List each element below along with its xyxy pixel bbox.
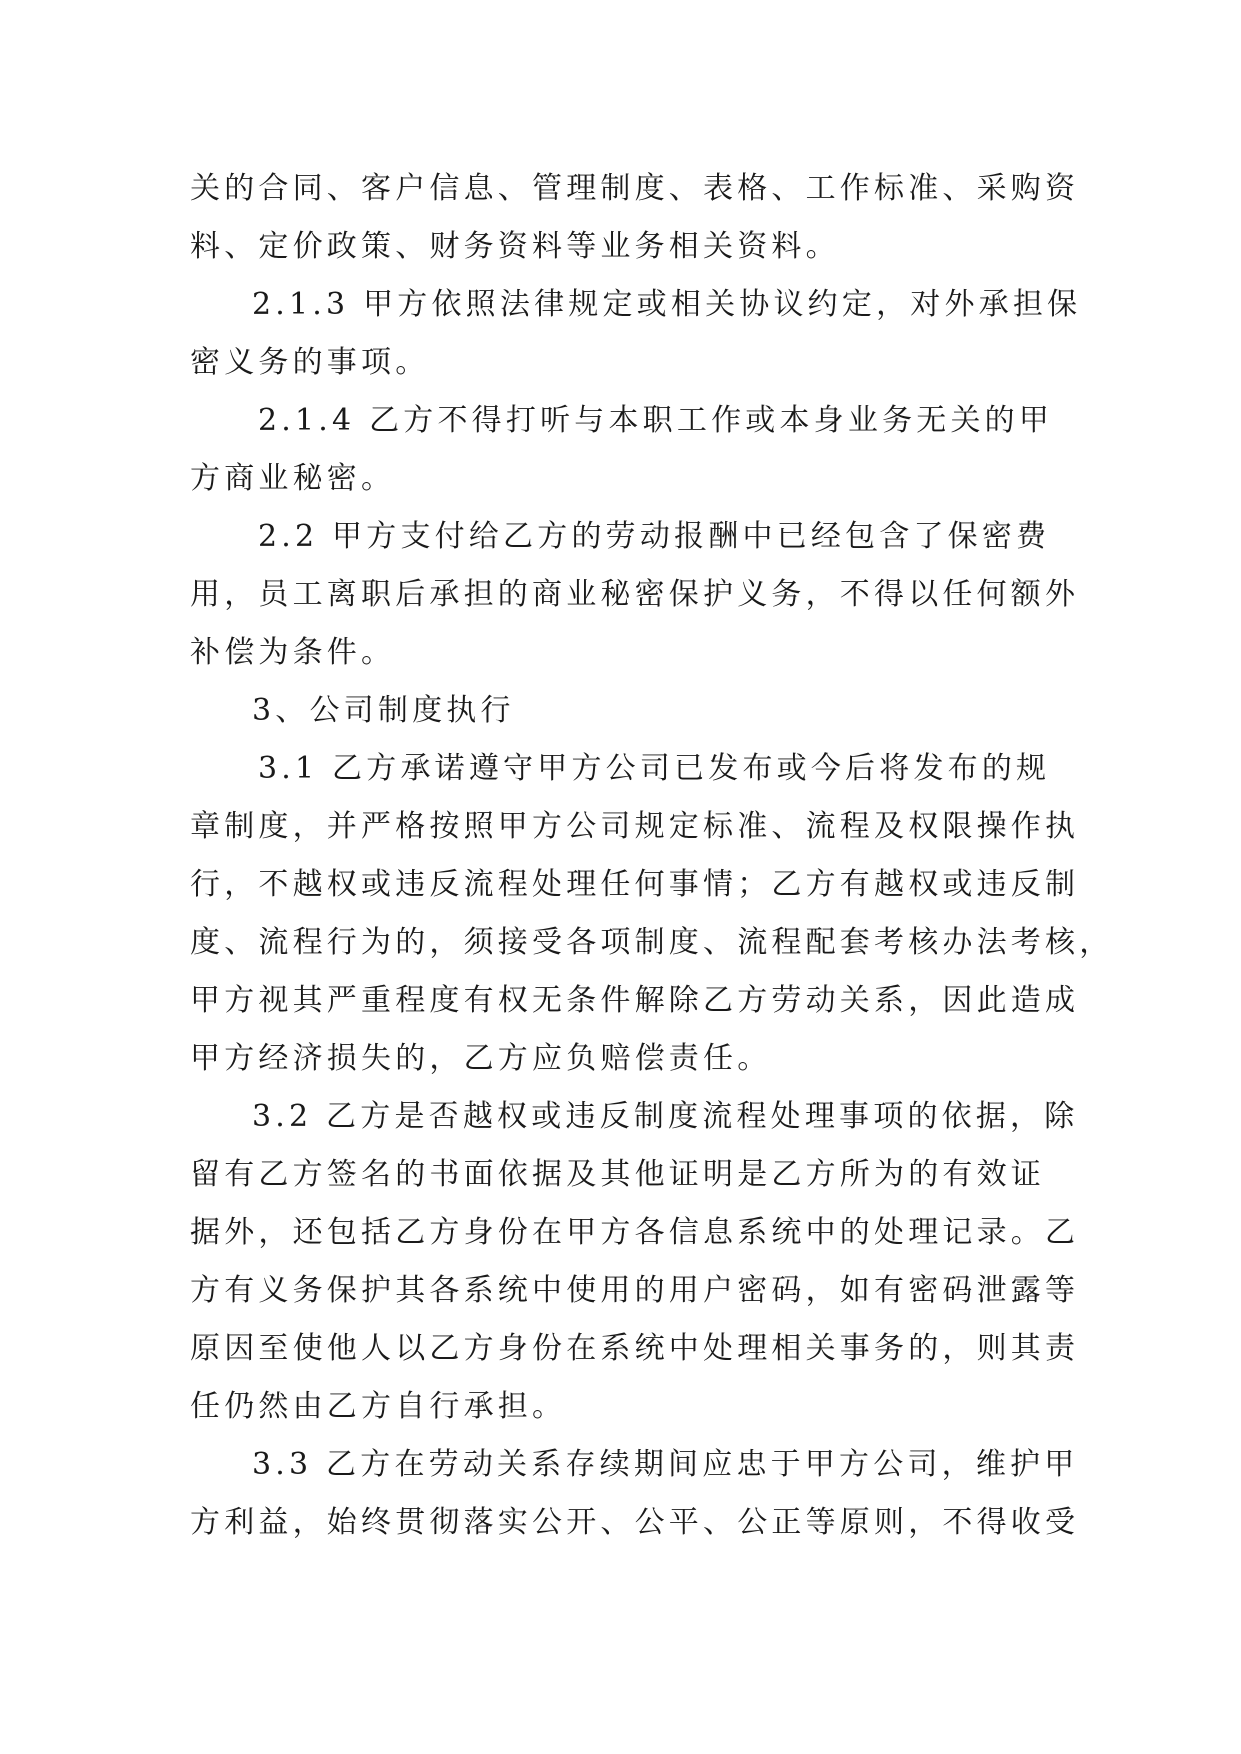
paragraph-line: 据外，还包括乙方身份在甲方各信息系统中的处理记录。乙 <box>190 1215 1080 1250</box>
clause-3-3: 3.3 乙方在劳动关系存续期间应忠于甲方公司，维护甲 <box>252 1447 1079 1482</box>
paragraph-line: 方商业秘密。 <box>190 461 396 496</box>
paragraph-line: 用，员工离职后承担的商业秘密保护义务，不得以任何额外 <box>190 577 1080 612</box>
paragraph-line: 料、定价政策、财务资料等业务相关资料。 <box>190 229 840 264</box>
clause-2-1-4: 2.1.4 乙方不得打听与本职工作或本身业务无关的甲 <box>258 403 1054 438</box>
paragraph-line: 方有义务保护其各系统中使用的用户密码，如有密码泄露等 <box>190 1273 1080 1308</box>
paragraph-line: 度、流程行为的，须接受各项制度、流程配套考核办法考核， <box>190 925 1114 960</box>
clause-2-2: 2.2 甲方支付给乙方的劳动报酬中已经包含了保密费 <box>258 519 1051 554</box>
paragraph-line: 方利益，始终贯彻落实公开、公平、公正等原则，不得收受 <box>190 1505 1080 1540</box>
paragraph-line: 任仍然由乙方自行承担。 <box>190 1389 567 1424</box>
paragraph-line: 留有乙方签名的书面依据及其他证明是乙方所为的有效证 <box>190 1157 1045 1192</box>
section-heading-3: 3、公司制度执行 <box>252 693 515 728</box>
paragraph-line: 补偿为条件。 <box>190 635 396 670</box>
paragraph-line: 甲方视其严重程度有权无条件解除乙方劳动关系，因此造成 <box>190 983 1080 1018</box>
paragraph-line: 行，不越权或违反流程处理任何事情；乙方有越权或违反制 <box>190 867 1080 902</box>
paragraph-line: 原因至使他人以乙方身份在系统中处理相关事务的，则其责 <box>190 1331 1080 1366</box>
paragraph-line: 关的合同、客户信息、管理制度、表格、工作标准、采购资 <box>190 171 1080 206</box>
paragraph-line: 章制度，并严格按照甲方公司规定标准、流程及权限操作执 <box>190 809 1080 844</box>
paragraph-line: 甲方经济损失的，乙方应负赔偿责任。 <box>190 1041 772 1076</box>
paragraph-line: 密义务的事项。 <box>190 345 430 380</box>
document-body <box>190 160 1114 1552</box>
clause-2-1-3: 2.1.3 甲方依照法律规定或相关协议约定，对外承担保 <box>252 287 1082 322</box>
clause-3-1: 3.1 乙方承诺遵守甲方公司已发布或今后将发布的规 <box>258 751 1051 786</box>
clause-3-2: 3.2 乙方是否越权或违反制度流程处理事项的依据，除 <box>252 1099 1079 1134</box>
